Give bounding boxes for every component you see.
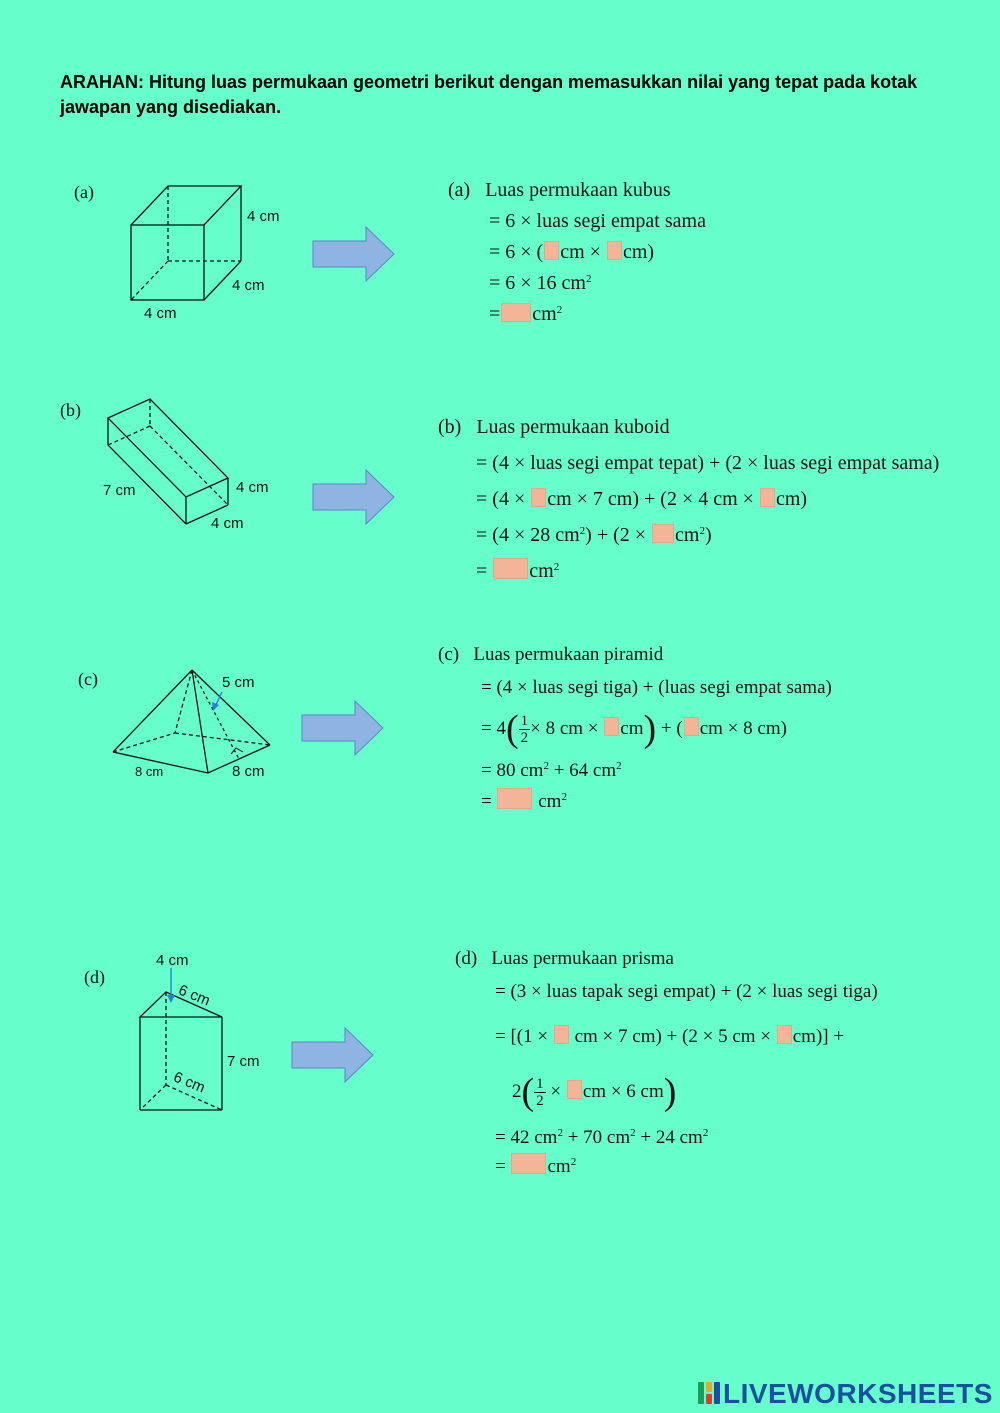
pyramid-dim-base-right: 8 cm	[232, 763, 265, 780]
figure-d-label: (d)	[84, 967, 105, 987]
prism-dim-height: 4 cm	[156, 952, 189, 969]
cube-dim-height: 4 cm	[247, 208, 280, 225]
liveworksheets-logo	[697, 1378, 993, 1410]
cube-dim-depth: 4 cm	[232, 277, 265, 294]
solution-c-line1: = (4 × luas segi tiga) + (luas segi empat sama)	[481, 677, 832, 698]
cuboid-dim-width: 4 cm	[211, 515, 244, 532]
arrow-right-icon	[291, 1027, 375, 1083]
figure-a-label: (a)	[74, 182, 94, 202]
solution-c-label: (c)	[438, 644, 460, 665]
answer-box-d2[interactable]	[777, 1025, 792, 1044]
cube-dim-width: 4 cm	[144, 305, 177, 322]
solution-d-line1: = (3 × luas tapak segi empat) + (2 × luas segi tiga)	[495, 981, 878, 1002]
logo-text: LIVEWORKSHEETS	[723, 1378, 993, 1409]
figure-b-label: (b)	[60, 400, 81, 420]
instruction-text: ARAHAN: Hitung luas permukaan geometri berikut dengan memasukkan nilai yang tepat pada kotak jawapan yang disediakan.	[60, 72, 918, 117]
answer-box-d4[interactable]	[511, 1153, 546, 1174]
solution-d-title: Luas permukaan prisma	[491, 948, 674, 969]
solution-b-line1: = (4 × luas segi empat tepat) + (2 × luas segi empat sama)	[476, 452, 940, 474]
prism-dim-length: 7 cm	[227, 1053, 260, 1070]
solution-b: (b) Luas permukaan kuboid = (4 × luas segi empat tepat) + (2 × luas segi empat sama) = (4 × cm × 7 cm) + (2 × 4 cm × cm) = (4 × 28 $cm^2) + (2 \times cm^2)$ = $cm^2$	[438, 416, 940, 582]
solution-c-title: Luas permukaan piramid	[473, 644, 664, 665]
solution-a-label: (a)	[448, 179, 471, 201]
logo-mark-icon	[697, 1381, 721, 1405]
solution-d: (d) Luas permukaan prisma = (3 × luas tapak segi empat) + (2 × luas segi tiga) = [(1 × cm × 7 cm) + (2 × 5 cm × cm)] + 2( $\frac{1}{2}$ × cm × 6 cm) = 42 $cm^2 + 70$ $cm^2 + 24$ $cm^2$ = $cm^2$	[455, 948, 878, 1177]
solution-d-label: (d)	[455, 948, 478, 969]
solution-a: (a) Luas permukaan kubus = 6 × luas segi empat sama = 6 × ( cm × cm) = 6 × 16 $cm^2$ = $cm^2$	[448, 179, 706, 325]
cuboid-dim-length: 7 cm	[103, 482, 136, 499]
solution-b-label: (b)	[438, 416, 462, 438]
prism-dim-base-slant: 6 cm	[170, 1068, 208, 1097]
figure-c-label: (c)	[78, 669, 98, 689]
answer-box-d3[interactable]	[567, 1080, 582, 1099]
solution-a-line1: = 6 × luas segi empat sama	[489, 210, 706, 232]
solution-a-title: Luas permukaan kubus	[485, 179, 671, 201]
pyramid-dim-base-left: 8 cm	[135, 764, 164, 779]
prism-dim-top-slant: 6 cm	[175, 981, 213, 1010]
solution-c: (c) Luas permukaan piramid = (4 × luas segi tiga) + (luas segi empat sama) = 4( $\frac{1}{2}$ × 8 cm × cm) + ( cm × 8 cm) = 80 $cm^2 + 64$ $cm^2$ = $cm^2$	[438, 644, 832, 812]
answer-box-d1[interactable]	[554, 1025, 569, 1044]
pyramid-dim-slant: 5 cm	[222, 674, 255, 691]
cuboid-dim-height: 4 cm	[236, 479, 269, 496]
solution-b-title: Luas permukaan kuboid	[476, 416, 670, 438]
